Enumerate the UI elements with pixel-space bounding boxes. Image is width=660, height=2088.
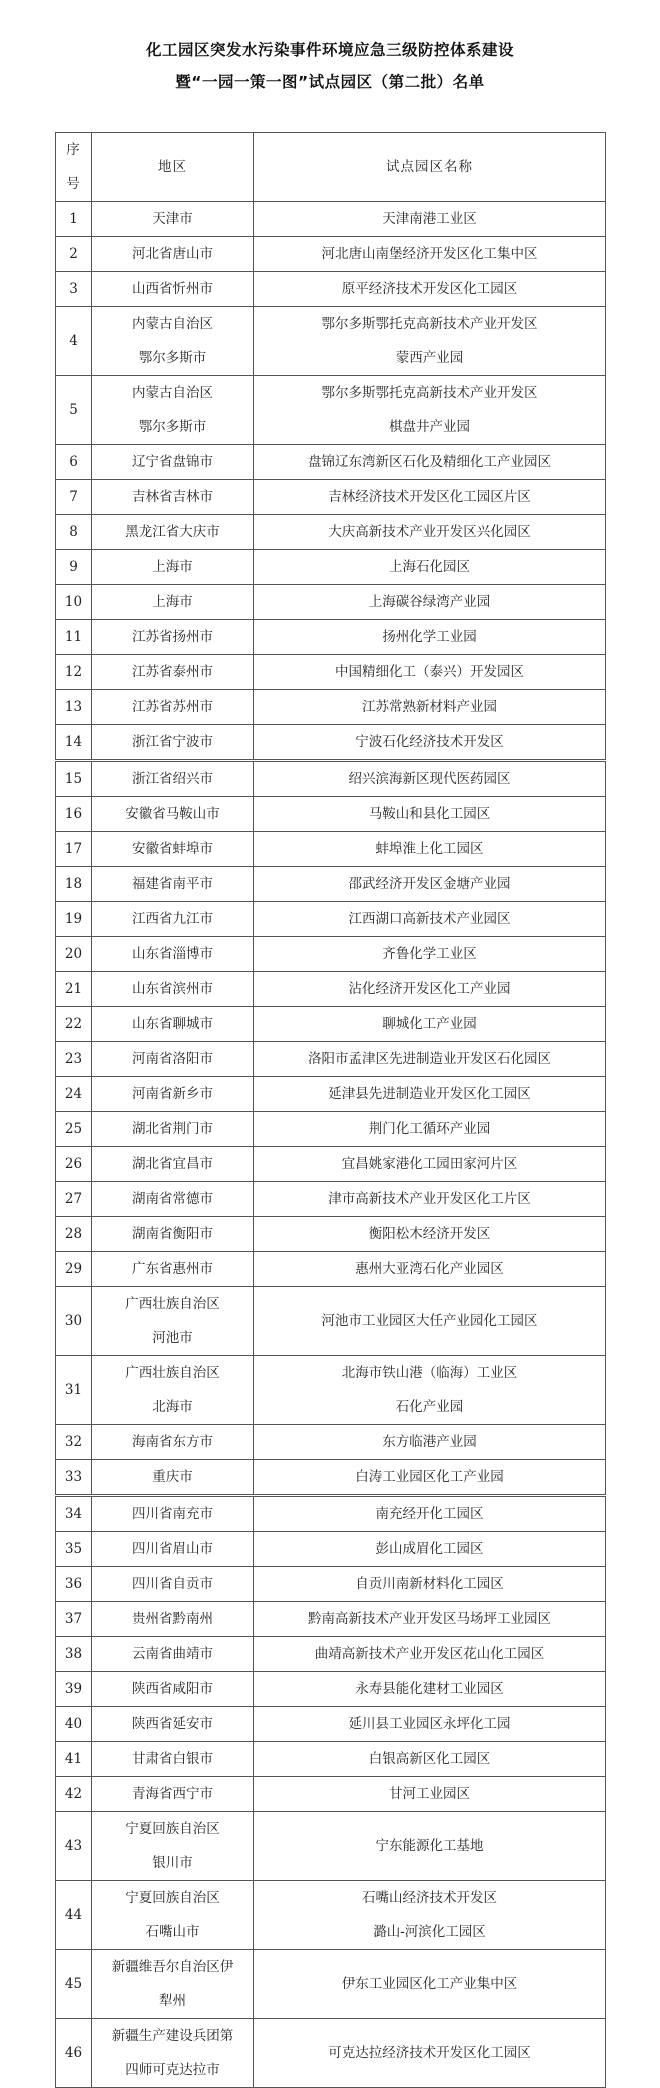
- cell-region-line: 广西壮族自治区: [125, 1296, 220, 1312]
- cell-park-line: 宜昌姚家港化工园田家河片区: [341, 1156, 518, 1172]
- cell-park: [254, 902, 606, 937]
- cell-no: 24: [56, 1077, 92, 1112]
- cell-park: [254, 832, 606, 867]
- header-park: 试点园区名称: [254, 133, 606, 202]
- cell-park: [254, 445, 606, 480]
- table-row: [56, 1182, 606, 1217]
- cell-park-line: 大庆高新技术产业开发区兴化园区: [328, 524, 531, 540]
- cell-park: [254, 1672, 606, 1707]
- cell-region: [92, 1042, 254, 1077]
- cell-park-line: 甘河工业园区: [389, 1786, 470, 1802]
- cell-park: [254, 1007, 606, 1042]
- table-row: [56, 867, 606, 902]
- cell-region: [92, 1425, 254, 1460]
- table-row: [56, 376, 606, 445]
- cell-park-line: 沾化经济开发区化工产业园: [348, 981, 511, 997]
- cell-region: [92, 585, 254, 620]
- cell-no: 33: [56, 1460, 92, 1496]
- header-region: 地区: [92, 133, 254, 202]
- cell-region: [92, 1812, 254, 1881]
- cell-region-line: 江苏省扬州市: [132, 629, 213, 645]
- cell-region-line: 北海市: [152, 1399, 193, 1415]
- cell-park: [254, 1602, 606, 1637]
- cell-region-line: 鄂尔多斯市: [138, 350, 207, 366]
- cell-region: [92, 1881, 254, 1950]
- cell-park-line: 石化产业园: [395, 1399, 464, 1415]
- cell-region-line: 浙江省宁波市: [132, 734, 213, 750]
- cell-region-line: 贵州省黔南州: [132, 1611, 213, 1627]
- cell-region-line: 四川省南充市: [132, 1506, 213, 1522]
- table-row: [56, 2019, 606, 2088]
- cell-no: 28: [56, 1217, 92, 1252]
- pilot-park-table: [55, 132, 606, 2088]
- cell-region-line: 内蒙古自治区: [132, 316, 213, 332]
- cell-park-line: 东方临港产业园: [382, 1434, 477, 1450]
- cell-region-line: 福建省南平市: [132, 876, 213, 892]
- cell-region: [92, 972, 254, 1007]
- cell-region-line: 安徽省马鞍山市: [125, 806, 220, 822]
- cell-park-line: 吉林经济技术开发区化工园区片区: [328, 489, 531, 505]
- cell-region: [92, 237, 254, 272]
- cell-region: [92, 832, 254, 867]
- cell-region-line: 重庆市: [152, 1469, 193, 1485]
- cell-park: [254, 1881, 606, 1950]
- cell-park: [254, 585, 606, 620]
- cell-no: 4: [56, 307, 92, 376]
- cell-region-line: 山西省忻州市: [132, 281, 213, 297]
- cell-park: [254, 1182, 606, 1217]
- cell-no: 39: [56, 1672, 92, 1707]
- table-row: [56, 1007, 606, 1042]
- cell-park-line: 惠州大亚湾石化产业园区: [355, 1261, 504, 1277]
- cell-region-line: 湖北省宜昌市: [132, 1156, 213, 1172]
- cell-park: [254, 1812, 606, 1881]
- cell-region-line: 湖北省荆门市: [132, 1121, 213, 1137]
- cell-region-line: 上海市: [152, 559, 193, 575]
- cell-region-line: 浙江省绍兴市: [132, 771, 213, 787]
- cell-no: 38: [56, 1637, 92, 1672]
- cell-park-line: 盘锦辽东湾新区石化及精细化工产业园区: [308, 454, 551, 470]
- table-row: [56, 1812, 606, 1881]
- table-row: [56, 585, 606, 620]
- cell-park: [254, 655, 606, 690]
- cell-region-line: 陕西省咸阳市: [132, 1681, 213, 1697]
- cell-no: 20: [56, 937, 92, 972]
- cell-no: 32: [56, 1425, 92, 1460]
- cell-region: [92, 1460, 254, 1496]
- cell-park: [254, 972, 606, 1007]
- cell-park-line: 衡阳松木经济开发区: [368, 1226, 491, 1242]
- cell-region: [92, 2019, 254, 2088]
- cell-region: [92, 1182, 254, 1217]
- cell-park-line: 鄂尔多斯鄂托克高新技术产业开发区: [321, 385, 538, 401]
- cell-park-line: 津市高新技术产业开发区化工片区: [328, 1191, 531, 1207]
- cell-region-line: 四川省眉山市: [132, 1541, 213, 1557]
- cell-region-line: 青海省西宁市: [132, 1786, 213, 1802]
- cell-no: 12: [56, 655, 92, 690]
- cell-region: [92, 272, 254, 307]
- table-row: [56, 1287, 606, 1356]
- cell-park-line: 棋盘井产业园: [389, 419, 470, 435]
- cell-park-line: 彭山成眉化工园区: [375, 1541, 484, 1557]
- cell-no: 15: [56, 761, 92, 797]
- table-row: [56, 937, 606, 972]
- cell-park: [254, 1567, 606, 1602]
- cell-region: [92, 620, 254, 655]
- table-row: [56, 1077, 606, 1112]
- cell-park: [254, 1707, 606, 1742]
- cell-region-line: 内蒙古自治区: [132, 385, 213, 401]
- table-row: [56, 1217, 606, 1252]
- cell-region-line: 辽宁省盘锦市: [132, 454, 213, 470]
- cell-region-line: 鄂尔多斯市: [138, 419, 207, 435]
- cell-park: [254, 376, 606, 445]
- cell-region-line: 甘肃省白银市: [132, 1751, 213, 1767]
- cell-region-line: 安徽省蚌埠市: [132, 841, 213, 857]
- cell-region-line: 广东省惠州市: [132, 1261, 213, 1277]
- table-row: [56, 690, 606, 725]
- table-row: [56, 1742, 606, 1777]
- table-row: [56, 1672, 606, 1707]
- cell-park-line: 河池市工业园区大任产业园化工园区: [321, 1313, 538, 1329]
- table-row: [56, 1147, 606, 1182]
- cell-region-line: 宁夏回族自治区: [125, 1821, 220, 1837]
- cell-park: [254, 725, 606, 761]
- cell-no: 29: [56, 1252, 92, 1287]
- cell-no: 18: [56, 867, 92, 902]
- cell-no: 21: [56, 972, 92, 1007]
- cell-region: [92, 902, 254, 937]
- cell-park: [254, 1356, 606, 1425]
- cell-no: 2: [56, 237, 92, 272]
- cell-region-line: 山东省滨州市: [132, 981, 213, 997]
- table-row: [56, 725, 606, 761]
- cell-park-line: 石嘴山经济技术开发区: [362, 1890, 497, 1906]
- table-row: [56, 237, 606, 272]
- cell-region-line: 山东省淄博市: [132, 946, 213, 962]
- cell-region: [92, 690, 254, 725]
- table-row: [56, 445, 606, 480]
- cell-region: [92, 1147, 254, 1182]
- cell-region-line: 四川省自贡市: [132, 1576, 213, 1592]
- cell-no: 31: [56, 1356, 92, 1425]
- cell-park-line: 蚌埠淮上化工园区: [375, 841, 484, 857]
- cell-region: [92, 1567, 254, 1602]
- table-row: [56, 902, 606, 937]
- table-row: [56, 655, 606, 690]
- cell-no: 35: [56, 1532, 92, 1567]
- cell-region-line: 新疆生产建设兵团第: [111, 2028, 234, 2044]
- cell-region: [92, 937, 254, 972]
- table-row: [56, 1356, 606, 1425]
- cell-park-line: 邵武经济开发区金塘产业园: [348, 876, 511, 892]
- cell-park: [254, 797, 606, 832]
- table-row: [56, 972, 606, 1007]
- cell-park: [254, 690, 606, 725]
- cell-no: 10: [56, 585, 92, 620]
- cell-region-line: 新疆维吾尔自治区伊: [111, 1959, 234, 1975]
- cell-park: [254, 1287, 606, 1356]
- cell-region-line: 云南省曲靖市: [132, 1646, 213, 1662]
- cell-park: [254, 237, 606, 272]
- cell-no: 19: [56, 902, 92, 937]
- cell-no: 43: [56, 1812, 92, 1881]
- cell-region-line: 湖南省常德市: [132, 1191, 213, 1207]
- cell-region-line: 石嘴山市: [145, 1924, 200, 1940]
- cell-region-line: 海南省东方市: [132, 1434, 213, 1450]
- cell-park: [254, 272, 606, 307]
- cell-park-line: 延川县工业园区永坪化工园: [348, 1716, 511, 1732]
- cell-region-line: 河北省唐山市: [132, 246, 213, 262]
- cell-no: 17: [56, 832, 92, 867]
- cell-park: [254, 1496, 606, 1532]
- cell-park: [254, 1112, 606, 1147]
- table-row: [56, 1252, 606, 1287]
- cell-region: [92, 1287, 254, 1356]
- table-row: [56, 515, 606, 550]
- cell-region-line: 江苏省苏州市: [132, 699, 213, 715]
- cell-region: [92, 761, 254, 797]
- cell-no: 1: [56, 202, 92, 237]
- cell-region: [92, 1532, 254, 1567]
- table-row: [56, 1707, 606, 1742]
- table-row: [56, 1567, 606, 1602]
- cell-region: [92, 867, 254, 902]
- cell-region-line: 山东省聊城市: [132, 1016, 213, 1032]
- cell-park-line: 上海碳谷绿湾产业园: [368, 594, 491, 610]
- cell-park: [254, 2019, 606, 2088]
- cell-park-line: 可克达拉经济技术开发区化工园区: [328, 2045, 531, 2061]
- cell-region-line: 陕西省延安市: [132, 1716, 213, 1732]
- cell-park: [254, 1637, 606, 1672]
- table-row: [56, 1496, 606, 1532]
- cell-park-line: 北海市铁山港（临海）工业区: [341, 1365, 518, 1381]
- cell-region: [92, 1112, 254, 1147]
- cell-region: [92, 515, 254, 550]
- cell-no: 34: [56, 1496, 92, 1532]
- table-row: [56, 202, 606, 237]
- cell-park: [254, 307, 606, 376]
- cell-park-line: 永寿县能化建材工业园区: [355, 1681, 504, 1697]
- cell-no: 40: [56, 1707, 92, 1742]
- cell-park-line: 白涛工业园区化工产业园: [355, 1469, 504, 1485]
- cell-no: 3: [56, 272, 92, 307]
- cell-region: [92, 797, 254, 832]
- header-no: 序号: [56, 133, 92, 202]
- cell-no: 23: [56, 1042, 92, 1077]
- table-row: [56, 1950, 606, 2019]
- cell-region: [92, 550, 254, 585]
- cell-region-line: 河南省新乡市: [132, 1086, 213, 1102]
- cell-region-line: 四师可克达拉市: [125, 2062, 220, 2078]
- cell-park-line: 马鞍山和县化工园区: [368, 806, 491, 822]
- cell-no: 44: [56, 1881, 92, 1950]
- cell-no: 25: [56, 1112, 92, 1147]
- cell-no: 14: [56, 725, 92, 761]
- table-row: [56, 1777, 606, 1812]
- document-title-line-2: 暨“一园一策一图”试点园区（第二批）名单: [175, 73, 485, 91]
- cell-no: 13: [56, 690, 92, 725]
- cell-park-line: 自贡川南新材料化工园区: [355, 1576, 504, 1592]
- cell-region: [92, 1672, 254, 1707]
- table-row: [56, 1042, 606, 1077]
- cell-region: [92, 725, 254, 761]
- cell-no: 16: [56, 797, 92, 832]
- cell-region-line: 广西壮族自治区: [125, 1365, 220, 1381]
- cell-park-line: 齐鲁化学工业区: [382, 946, 477, 962]
- cell-park-line: 南充经开化工园区: [375, 1506, 484, 1522]
- cell-no: 5: [56, 376, 92, 445]
- table-row: [56, 761, 606, 797]
- cell-park: [254, 550, 606, 585]
- cell-no: 8: [56, 515, 92, 550]
- cell-park: [254, 1460, 606, 1496]
- cell-park-line: 伊东工业园区化工产业集中区: [341, 1976, 518, 1992]
- cell-park-line: 洛阳市孟津区先进制造业开发区石化园区: [308, 1051, 551, 1067]
- table-row: [56, 1425, 606, 1460]
- table-row: [56, 1602, 606, 1637]
- cell-region: [92, 445, 254, 480]
- cell-park: [254, 620, 606, 655]
- cell-region: [92, 1777, 254, 1812]
- table-row: [56, 1112, 606, 1147]
- cell-park-line: 河北唐山南堡经济开发区化工集中区: [321, 246, 538, 262]
- cell-no: 46: [56, 2019, 92, 2088]
- cell-park-line: 原平经济技术开发区化工园区: [341, 281, 518, 297]
- cell-region: [92, 1252, 254, 1287]
- cell-park-line: 黔南高新技术产业开发区马场坪工业园区: [308, 1611, 551, 1627]
- cell-region-line: 黑龙江省大庆市: [125, 524, 220, 540]
- cell-region: [92, 307, 254, 376]
- table-body: [56, 202, 606, 2088]
- cell-no: 41: [56, 1742, 92, 1777]
- cell-region: [92, 1007, 254, 1042]
- cell-park: [254, 1042, 606, 1077]
- cell-no: 30: [56, 1287, 92, 1356]
- cell-park-line: 上海石化园区: [389, 559, 470, 575]
- cell-no: 36: [56, 1567, 92, 1602]
- cell-region-line: 银川市: [152, 1855, 193, 1871]
- cell-park-line: 白银高新区化工园区: [368, 1751, 491, 1767]
- cell-region: [92, 1637, 254, 1672]
- document-title-line-1: 化工园区突发水污染事件环境应急三级防控体系建设: [145, 41, 514, 59]
- cell-park-line: 聊城化工产业园: [382, 1016, 477, 1032]
- cell-park-line: 宁波石化经济技术开发区: [355, 734, 504, 750]
- cell-park: [254, 867, 606, 902]
- cell-no: 9: [56, 550, 92, 585]
- cell-park-line: 蒙西产业园: [395, 350, 464, 366]
- cell-region: [92, 1217, 254, 1252]
- cell-park: [254, 937, 606, 972]
- cell-park: [254, 1532, 606, 1567]
- cell-park-line: 江苏常熟新材料产业园: [362, 699, 497, 715]
- cell-region-line: 江西省九江市: [132, 911, 213, 927]
- cell-no: 11: [56, 620, 92, 655]
- cell-no: 22: [56, 1007, 92, 1042]
- cell-park: [254, 761, 606, 797]
- cell-park-line: 宁东能源化工基地: [375, 1838, 484, 1854]
- cell-region-line: 河池市: [152, 1330, 193, 1346]
- table-row: [56, 832, 606, 867]
- cell-park: [254, 1147, 606, 1182]
- cell-park-line: 荆门化工循环产业园: [368, 1121, 491, 1137]
- cell-no: 37: [56, 1602, 92, 1637]
- cell-no: 45: [56, 1950, 92, 2019]
- cell-park: [254, 202, 606, 237]
- cell-park: [254, 1950, 606, 2019]
- cell-region: [92, 480, 254, 515]
- cell-region: [92, 1356, 254, 1425]
- cell-region: [92, 655, 254, 690]
- cell-park-line: 江西湖口高新技术产业园区: [348, 911, 511, 927]
- cell-region: [92, 1602, 254, 1637]
- table-row: [56, 307, 606, 376]
- cell-park: [254, 1777, 606, 1812]
- cell-park-line: 延津县先进制造业开发区化工园区: [328, 1086, 531, 1102]
- cell-no: 7: [56, 480, 92, 515]
- cell-park: [254, 1252, 606, 1287]
- cell-region: [92, 376, 254, 445]
- table-row: [56, 1460, 606, 1496]
- table-row: [56, 1637, 606, 1672]
- cell-park-line: 曲靖高新技术产业开发区花山化工园区: [314, 1646, 545, 1662]
- table-row: [56, 480, 606, 515]
- cell-region-line: 湖南省衡阳市: [132, 1226, 213, 1242]
- cell-park-line: 鄂尔多斯鄂托克高新技术产业开发区: [321, 316, 538, 332]
- cell-region-line: 上海市: [152, 594, 193, 610]
- cell-park: [254, 1742, 606, 1777]
- cell-park: [254, 1217, 606, 1252]
- cell-no: 42: [56, 1777, 92, 1812]
- cell-region: [92, 1077, 254, 1112]
- cell-region-line: 宁夏回族自治区: [125, 1890, 220, 1906]
- cell-no: 6: [56, 445, 92, 480]
- cell-region: [92, 202, 254, 237]
- cell-park: [254, 1077, 606, 1112]
- cell-region: [92, 1742, 254, 1777]
- table-row: [56, 272, 606, 307]
- cell-region: [92, 1707, 254, 1742]
- cell-region: [92, 1496, 254, 1532]
- cell-no: 26: [56, 1147, 92, 1182]
- cell-park: [254, 480, 606, 515]
- table-row: [56, 797, 606, 832]
- table-row: [56, 1881, 606, 1950]
- cell-park-line: 潞山-河滨化工园区: [373, 1924, 486, 1940]
- cell-region-line: 江苏省泰州市: [132, 664, 213, 680]
- cell-region-line: 天津市: [152, 211, 193, 227]
- table-header-row: [56, 133, 606, 202]
- table-row: [56, 620, 606, 655]
- cell-park: [254, 1425, 606, 1460]
- table-row: [56, 550, 606, 585]
- cell-park: [254, 515, 606, 550]
- cell-region: [92, 1950, 254, 2019]
- cell-park-line: 扬州化学工业园: [382, 629, 477, 645]
- cell-park-line: 天津南港工业区: [382, 211, 477, 227]
- table-row: [56, 1532, 606, 1567]
- cell-park-line: 绍兴滨海新区现代医药园区: [348, 771, 511, 787]
- cell-region-line: 河南省洛阳市: [132, 1051, 213, 1067]
- cell-no: 27: [56, 1182, 92, 1217]
- cell-region-line: 犁州: [159, 1993, 186, 2009]
- cell-park-line: 中国精细化工（泰兴）开发园区: [335, 664, 524, 680]
- cell-region-line: 吉林省吉林市: [132, 489, 213, 505]
